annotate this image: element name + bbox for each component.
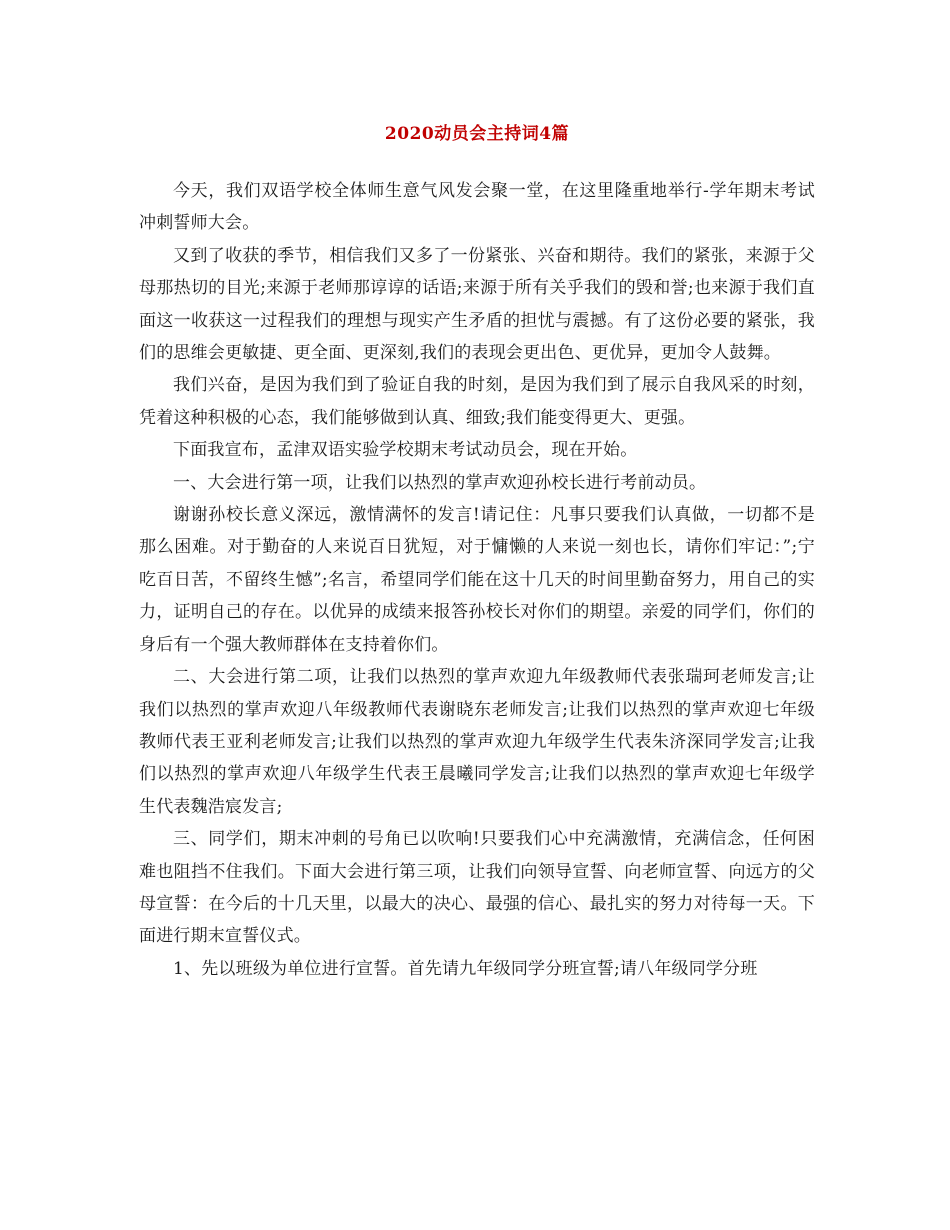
paragraph: 谢谢孙校长意义深远，激情满怀的发言!请记住：凡事只要我们认真做，一切都不是那么困难。对于勤奋的人来说百日犹短，对于慵懒的人来说一刻也长，请你们牢记：”;宁吃百日苦，不留终生憾”;名言，希望同学们能在这十几天的时间里勤奋努力，用自己的实力，证明自己的存在。以优异的成绩来报答孙校长对你们的期望。亲爱的同学们，你们的身后有一个强大教师群体在支持着你们。	[139, 505, 815, 655]
paragraph: 二、大会进行第二项，让我们以热烈的掌声欢迎九年级教师代表张瑞珂老师发言;让我们以热烈的掌声欢迎八年级教师代表谢晓东老师发言;让我们以热烈的掌声欢迎七年级教师代表王亚利老师发言;让我们以热烈的掌声欢迎九年级学生代表朱济深同学发言;让我们以热烈的掌声欢迎八年级学生代表王晨曦同学发言;让我们以热烈的掌声欢迎七年级学生代表魏浩宸发言;	[139, 667, 815, 817]
paragraph: 又到了收获的季节，相信我们又多了一份紧张、兴奋和期待。我们的紧张，来源于父母那热切的目光;来源于老师那谆谆的话语;来源于所有关乎我们的毁和誉;也来源于我们直面这一收获这一过程我们的理想与现实产生矛盾的担忧与震撼。有了这份必要的紧张，我们的思维会更敏捷、更全面、更深刻,我们的表现会更出色、更优异，更加令人鼓舞。	[139, 245, 815, 364]
paragraph: 1、先以班级为单位进行宣誓。首先请九年级同学分班宣誓;请八年级同学分班	[173, 958, 758, 979]
paragraph: 三、同学们，期末冲刺的号角已以吹响!只要我们心中充满激情，充满信念，任何困难也阻挡不住我们。下面大会进行第三项，让我们向领导宣誓、向老师宣誓、向远方的父母宣誓：在今后的十几天里，以最大的决心、最强的信心、最扎实的努力对待每一天。下面进行期末宣誓仪式。	[139, 829, 815, 947]
document-page	[139, 120, 815, 985]
paragraph: 今天，我们双语学校全体师生意气风发会聚一堂，在这里隆重地举行-学年期末考试冲刺誓师大会。	[139, 181, 815, 234]
paragraph: 我们兴奋，是因为我们到了验证自我的时刻，是因为我们到了展示自我风采的时刻，凭着这种积极的心态，我们能够做到认真、细致;我们能变得更大、更强。	[139, 375, 815, 428]
document-body	[139, 175, 815, 985]
document-title: 2020动员会主持词4篇	[384, 124, 570, 144]
paragraph: 下面我宣布，孟津双语实验学校期末考试动员会，现在开始。	[173, 440, 638, 461]
paragraph: 一、大会进行第一项，让我们以热烈的掌声欢迎孙校长进行考前动员。	[173, 472, 707, 493]
